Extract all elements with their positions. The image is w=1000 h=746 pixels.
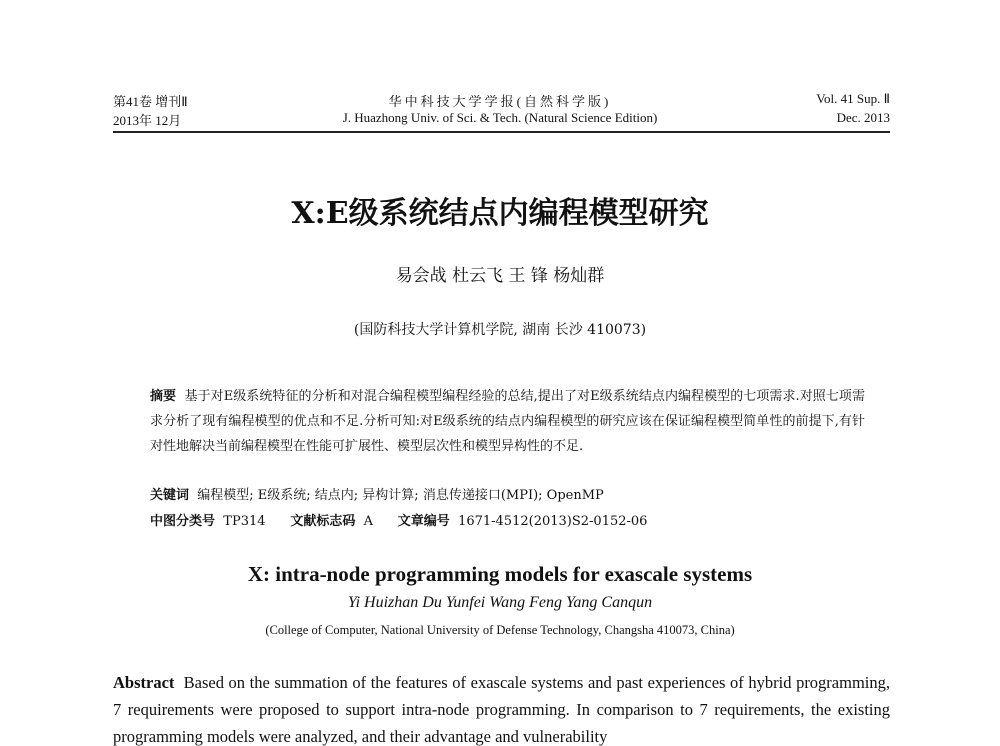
journal-en: J. Huazhong Univ. of Sci. & Tech. (Natural Science Edition) — [342, 110, 658, 125]
volume-en: Vol. 41 Sup. Ⅱ — [816, 91, 890, 106]
title-en: X: intra-node programming models for exascale systems — [247, 562, 753, 586]
affiliation-en: (College of Computer, National University of Defense Technology, Changsha 410073, China) — [265, 623, 735, 637]
doc-code-label: 文献标志码 — [290, 514, 356, 529]
abstract-en — [113, 669, 890, 746]
authors-zh: 易会战 杜云飞 王 锋 杨灿群 — [395, 266, 605, 286]
abstract-zh — [150, 384, 865, 459]
date-en: Dec. 2013 — [836, 110, 890, 125]
classification — [150, 510, 647, 529]
keywords-label: 关键词 — [150, 488, 190, 503]
article-id-label: 文章编号 — [397, 514, 450, 529]
clc-value: TP314 — [223, 514, 266, 529]
keywords-text: 编程模型; E级系统; 结点内; 异构计算; 消息传递接口(MPI); OpenMP — [197, 488, 604, 503]
abstract-zh-label: 摘要 — [150, 389, 177, 404]
affiliation-zh: (国防科技大学计算机学院, 湖南 长沙 410073) — [353, 322, 647, 338]
abstract-en-text: Based on the summation of the features of exascale systems and past experiences of hybrid programming, 7 requirements were proposed to support intra-node programming. In comparison to 7 requirements, the existing programming models were analyzed, and their advantage and vulnerability — [113, 673, 891, 746]
title-zh: X:E级系统结点内编程模型研究 — [291, 196, 709, 231]
abstract-zh-text: 基于对E级系统特征的分析和对混合编程模型编程经验的总结,提出了对E级系统结点内编程模型的七项需求.对照七项需求分析了现有编程模型的优点和不足.分析可知:对E级系统的结点内编程模型的研究应该在保证编程模型简单性的前提下,有针对性地解决当前编程模型在性能可扩展性、模型层次性和模型异构性的不足. — [150, 389, 865, 454]
authors-en: Yi Huizhan Du Yunfei Wang Feng Yang Canqun — [347, 594, 653, 611]
clc-label: 中图分类号 — [150, 514, 216, 529]
doc-code-value: A — [363, 514, 373, 529]
abstract-en-label: Abstract — [113, 673, 175, 692]
header-rule — [113, 131, 890, 133]
volume-zh: 第41卷 增刊Ⅱ — [113, 94, 188, 109]
article-id-value: 1671-4512(2013)S2-0152-06 — [458, 514, 648, 529]
journal-zh: 华中科技大学学报(自然科学版) — [388, 94, 612, 109]
keywords-zh — [150, 484, 604, 503]
date-zh: 2013年 12月 — [113, 113, 182, 128]
